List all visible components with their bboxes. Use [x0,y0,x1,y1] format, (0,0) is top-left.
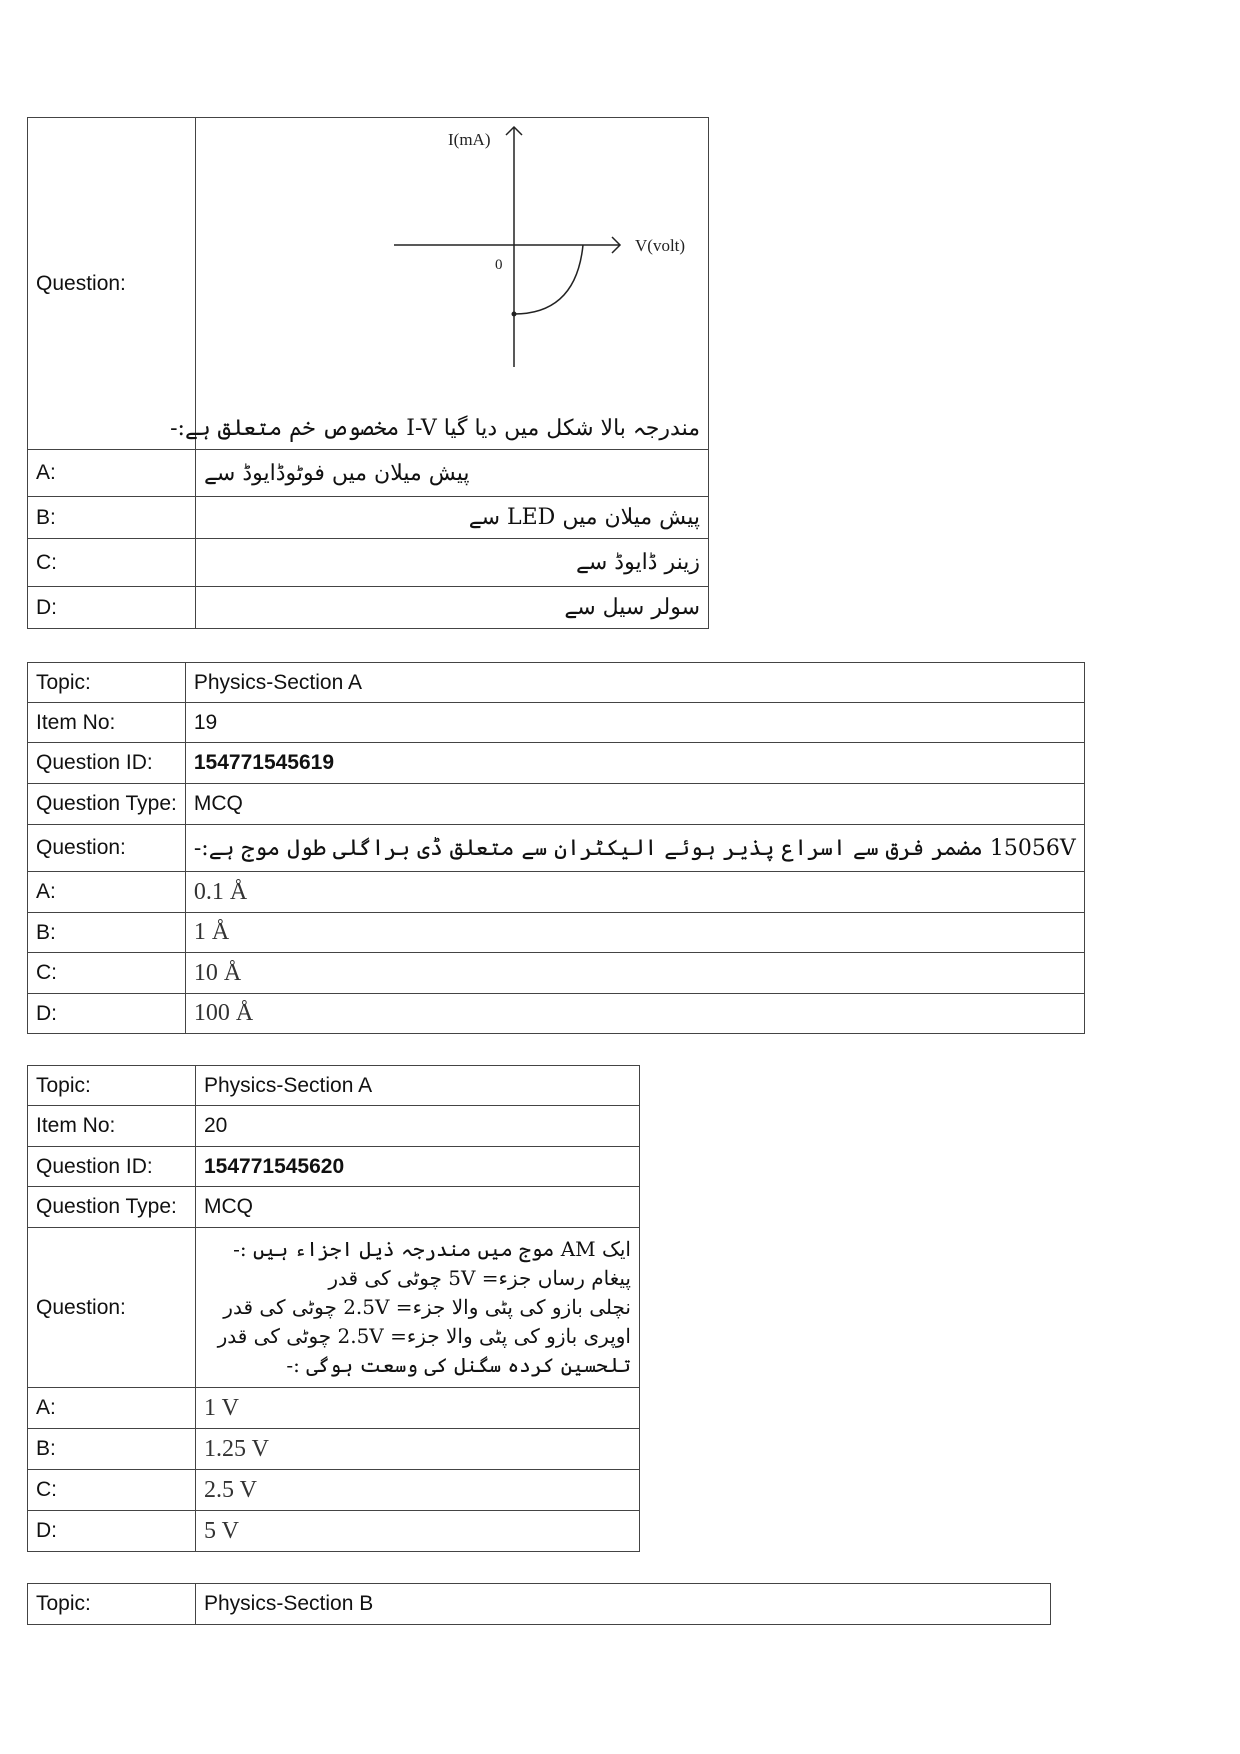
question-text: مندرجہ بالا شکل میں دیا گیا I-V مخصوص خم متعلق ہے:- [170,415,700,441]
curve-endpoint [512,311,517,316]
question-cell [170,118,709,450]
iv-curve [514,245,583,314]
item-no-label: Item No: [28,703,186,743]
item-no-value: 20 [196,1106,640,1147]
question-line: اوپری بازو کی پٹی والا جزء= 2.5V چوٹی کی قدر [217,1324,631,1348]
x-axis-label: V(volt) [635,235,686,255]
question-line: نچلی بازو کی پٹی والا جزء= 2.5V چوٹی کی قدر [223,1295,631,1319]
question-id-label: Question ID: [28,743,186,784]
option-c-label: C: [28,953,186,994]
question-id-value: 154771545620 [196,1147,640,1187]
option-c-label: C: [28,539,196,587]
question-type-label: Question Type: [28,1187,196,1228]
option-d-label: D: [28,1511,196,1552]
option-a-text: 1 V [196,1388,640,1429]
question-block-18 [27,117,709,629]
option-a-label: A: [28,450,196,497]
option-b-text: پیش میلان میں LED سے [196,497,709,539]
question-type-value: MCQ [185,784,1084,825]
y-axis-label: I(mA) [448,129,491,149]
question-block-19 [27,662,1085,1034]
option-c-text: 2.5 V [196,1470,640,1511]
question-line: ایک AM موج میں مندرجہ ذیل اجزاء ہیں :- [233,1237,631,1261]
option-a-text: پیش میلان میں فوٹوڈایوڈ سے [196,450,709,497]
option-c-text: زینر ڈایوڈ سے [196,539,709,587]
question-text: 15056V مضمر فرق سے اسراع پذیر ہوئے الیکٹران سے متعلق ڈی براگلی طول موج ہے:- [185,825,1084,872]
question-id-label: Question ID: [28,1147,196,1187]
option-b-label: B: [28,913,186,953]
option-b-text: 1.25 V [196,1429,640,1470]
question-type-label: Question Type: [28,784,186,825]
option-d-text: 100 Å [185,994,1084,1034]
option-b-text: 1 Å [185,913,1084,953]
question-block-next [27,1583,1051,1625]
topic-value: Physics-Section B [196,1584,1051,1625]
option-d-text: سولر سیل سے [196,587,709,629]
origin-label: 0 [495,256,503,273]
iv-characteristic-graph [196,119,706,409]
topic-value: Physics-Section A [196,1066,640,1106]
topic-label: Topic: [28,1066,196,1106]
topic-label: Topic: [28,1584,196,1625]
question-type-value: MCQ [196,1187,640,1228]
option-a-label: A: [28,872,186,913]
option-d-label: D: [28,587,196,629]
option-d-label: D: [28,994,186,1034]
topic-label: Topic: [28,663,186,703]
item-no-label: Item No: [28,1106,196,1147]
option-b-label: B: [28,1429,196,1470]
question-label: Question: [28,118,196,450]
question-label: Question: [28,825,186,872]
option-d-text: 5 V [196,1511,640,1552]
question-id-value: 154771545619 [185,743,1084,784]
question-text [196,1228,640,1388]
option-a-text: 0.1 Å [185,872,1084,913]
option-c-label: C: [28,1470,196,1511]
option-c-text: 10 Å [185,953,1084,994]
topic-value: Physics-Section A [185,663,1084,703]
question-block-20 [27,1065,640,1552]
question-line: پیغام رساں جزء= 5V چوٹی کی قدر [328,1266,631,1290]
option-a-label: A: [28,1388,196,1429]
option-b-label: B: [28,497,196,539]
question-label: Question: [28,1228,196,1388]
question-line: تلحسین کردہ سگنل کی وسعت ہوگی :- [286,1353,631,1377]
item-no-value: 19 [185,703,1084,743]
